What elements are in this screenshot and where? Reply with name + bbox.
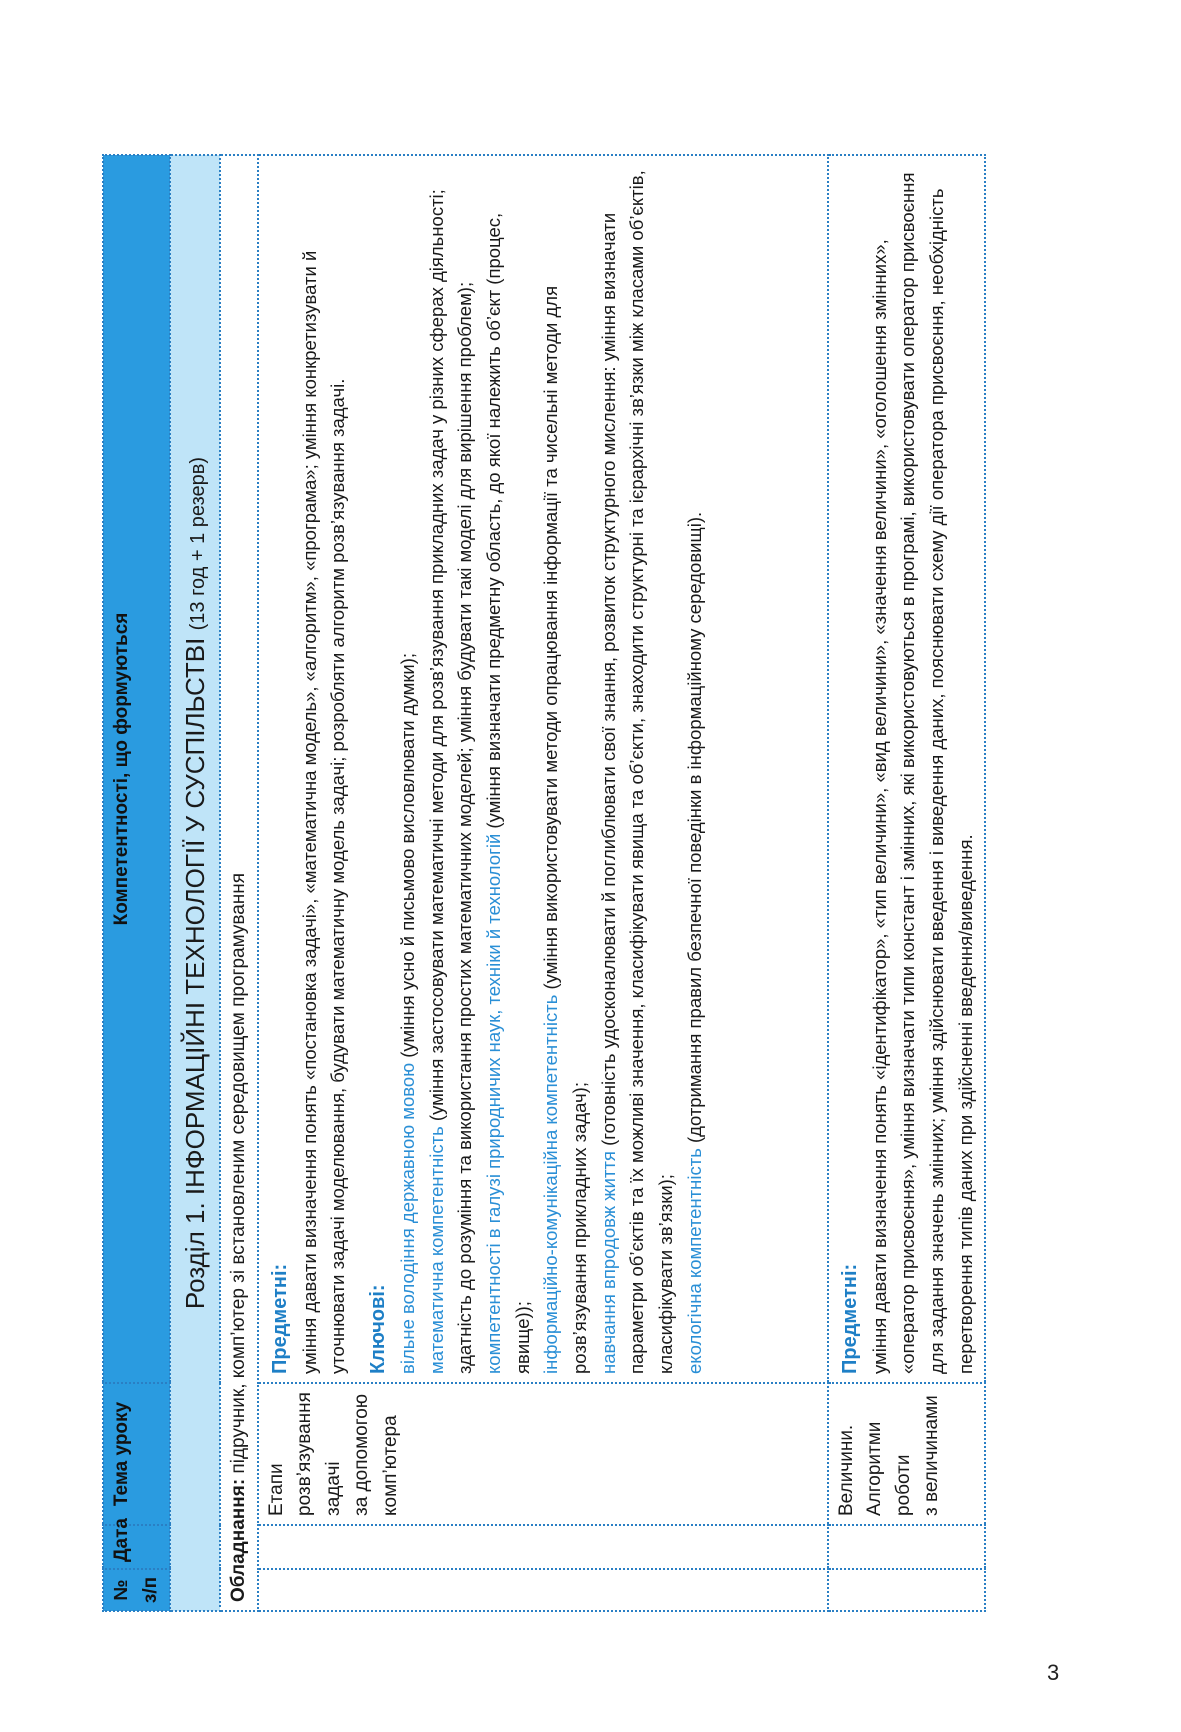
subject-text: уміння давати визначення понять «постановка задачі», «математична модель», «алгоритм», «програма»; уміння конкретизувати й уточнювати задачі моделювання, будувати математичну модель задачі; розробляти алгоритм розв’язування задачі. bbox=[298, 250, 349, 1374]
section-title: Розділ 1. ІНФОРМАЦІЙНІ ТЕХНОЛОГІЇ У СУСПІЛЬСТВІ bbox=[179, 637, 210, 1310]
topic-line: комп’ютера bbox=[379, 1415, 401, 1516]
equipment-text: підручник, комп’ютер зі встановленим середовищем програмування bbox=[228, 872, 250, 1474]
key-item-name: математична компетентність bbox=[425, 1126, 447, 1374]
topic-line: роботи bbox=[892, 1454, 914, 1516]
key-item-name: вільне володіння державною мовою bbox=[396, 1062, 418, 1374]
key-item bbox=[423, 164, 480, 1374]
key-item bbox=[480, 164, 537, 1374]
key-item-text: (уміння визначати предметну область, до якої належить об’єкт (процес, явище)); bbox=[482, 212, 533, 1374]
key-item bbox=[595, 164, 681, 1374]
equipment-cell bbox=[220, 155, 257, 1611]
key-item-name: екологічна компетентність bbox=[683, 1148, 705, 1374]
row-date-cell bbox=[258, 1525, 828, 1569]
topic-line: за допомогою bbox=[351, 1393, 373, 1516]
table-row bbox=[258, 155, 828, 1611]
lesson-plan-table-rotated bbox=[102, 154, 976, 1612]
key-item-text: (уміння використовувати методи опрацювання інформації та чисельні методи для розв’язування прикладних задач); bbox=[540, 285, 590, 1374]
header-competences: Компетентності, що формуються bbox=[103, 155, 170, 1383]
row-competences-cell bbox=[828, 155, 986, 1383]
row-competences-cell bbox=[258, 155, 828, 1383]
key-heading: Ключові: bbox=[366, 1284, 389, 1374]
lesson-plan-table bbox=[102, 154, 986, 1612]
table-row bbox=[828, 155, 986, 1611]
key-item-text: (готовність удосконалювати й поглиблювати свої знання, розвиток структурного мислення: уміння визначати параметри об’єктів та їх можливі значення, класифікувати явища та об’єкти, знаходити структурні та ієрархічні зв’язки між класами об’єктів, класифікувати зв’язки); bbox=[597, 170, 676, 1374]
header-topic: Тема уроку bbox=[103, 1383, 170, 1525]
header-number: № з/п bbox=[103, 1569, 170, 1611]
topic-line: розв’язування bbox=[294, 1392, 316, 1516]
topic-line: Алгоритми bbox=[864, 1421, 886, 1516]
key-item-text: (уміння застосовувати математичні методи для розв’язування прикладних задач у різних сферах діяльності; здатність до розуміння та використання простих математичних моделей; уміння будувати такі моделі для вирішення проблем); bbox=[425, 189, 476, 1374]
key-item-name: навчання впродовж життя bbox=[597, 1151, 619, 1374]
key-item bbox=[537, 164, 594, 1374]
equipment-label: Обладнання: bbox=[228, 1478, 250, 1602]
section-title-cell bbox=[170, 155, 220, 1611]
header-date: Дата bbox=[103, 1525, 170, 1569]
key-item bbox=[394, 164, 423, 1374]
subject-heading: Предметні: bbox=[838, 1263, 861, 1374]
key-item-text: (уміння усно й письмово висловлювати думки); bbox=[396, 652, 418, 1063]
key-item-name: інформаційно-комунікаційна компетентність bbox=[540, 994, 562, 1374]
topic-line: Етапи bbox=[265, 1463, 287, 1516]
key-item-text: (дотримання правил безпечної поведінки в інформаційному середовищі). bbox=[683, 511, 705, 1149]
subject-heading: Предметні: bbox=[268, 1263, 291, 1374]
topic-line: з величинами bbox=[921, 1395, 943, 1516]
row-number-cell bbox=[258, 1569, 828, 1611]
row-topic-cell bbox=[828, 1383, 986, 1525]
row-date-cell bbox=[828, 1525, 986, 1569]
key-item bbox=[681, 164, 710, 1374]
key-item-name: компетентності в галузі природничих наук, техніки й технологій bbox=[482, 833, 504, 1374]
page-number: 3 bbox=[1047, 1660, 1060, 1685]
row-number-cell bbox=[828, 1569, 986, 1611]
topic-line: Величини. bbox=[835, 1424, 857, 1516]
section-hours: (13 год + 1 резерв) bbox=[186, 456, 209, 631]
subject-text: уміння давати визначення понять «ідентифікатор», «тип величини», «вид величини», «значення величини», «оголошення змінних», «оператор присвоєння», уміння визначати типи констант і змінних, які використовуються в програмі, використовувати оператор присвоєння для задання значень змінних; уміння здійснювати введення і виведення даних, пояснювати схему дії оператора присвоєння, необхідність перетворення типів даних при здійсненні введення/виведення. bbox=[868, 172, 976, 1374]
row-topic-cell bbox=[258, 1383, 828, 1525]
topic-line: задачі bbox=[322, 1461, 344, 1516]
